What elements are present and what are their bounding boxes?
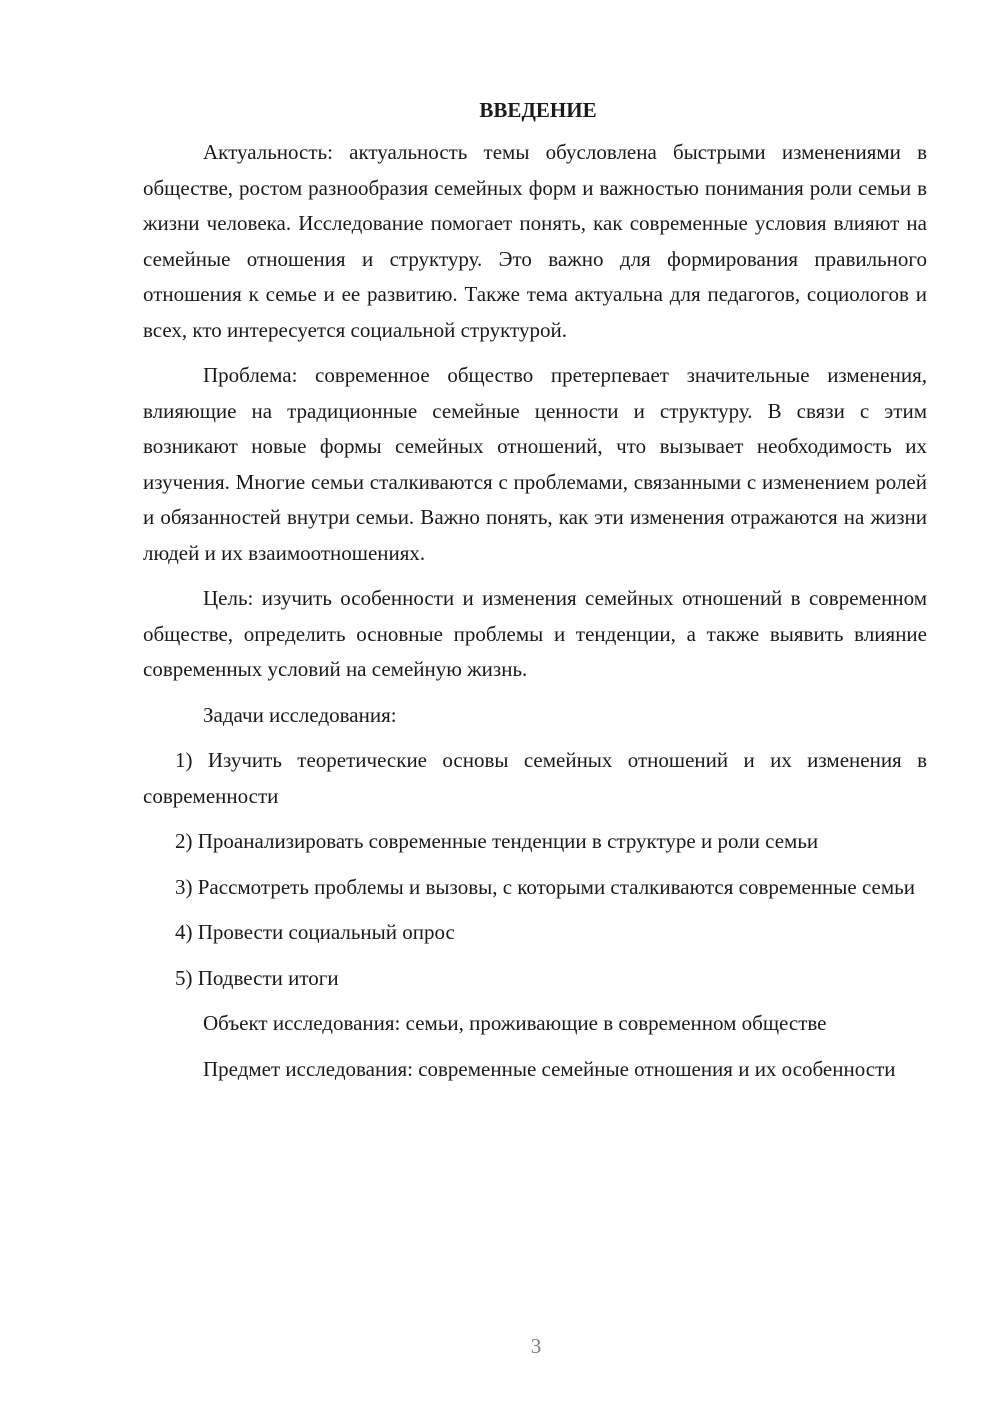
paragraph-problem: Проблема: современное общество претерпевает значительные изменения, влияющие на традиционные семейные ценности и структуру. В связи с этим возникают новые формы семейных отношений, что вызывает необходимость их изучения. Многие семьи сталкиваются с проблемами, связанными с изменением ролей и обязанностей внутри семьи. Важно понять, как эти изменения отражаются на жизни людей и их взаимоотношениях. (143, 363, 927, 565)
page-number: 3 (530, 1334, 542, 1358)
task-item-3: 3) Рассмотреть проблемы и вызовы, с которыми сталкиваются современные семьи (175, 874, 915, 899)
task-item-4: 4) Провести социальный опрос (175, 920, 455, 944)
paragraph-object: Объект исследования: семьи, проживающие в современном обществе (203, 1011, 827, 1035)
section-heading: ВВЕДЕНИЕ (479, 98, 597, 122)
task-item-5: 5) Подвести итоги (175, 965, 339, 990)
paragraph-tasks-title: Задачи исследования: (203, 702, 397, 727)
paragraph-relevance: Актуальность: актуальность темы обусловлена быстрыми изменениями в обществе, ростом разнообразия семейных форм и важностью понимания роли семьи в жизни человека. Исследование помогает понять, как современные условия влияют на семейные отношения и структуру. Это важно для формирования правильного отношения к семье и ее развитию. Также тема актуальна для педагогов, социологов и всех, кто интересуется социальной структурой. (143, 140, 927, 342)
task-item-1: 1) Изучить теоретические основы семейных отношений и их изменения в современности (143, 748, 927, 808)
page-content (143, 95, 927, 1097)
task-item-2: 2) Проанализировать современные тенденции в структуре и роли семьи (175, 829, 819, 853)
paragraph-subject: Предмет исследования: современные семейные отношения и их особенности (203, 1056, 896, 1081)
paragraph-goal: Цель: изучить особенности и изменения семейных отношений в современном обществе, определить основные проблемы и тенденции, а также выявить влияние современных условий на семейную жизнь. (143, 586, 927, 681)
